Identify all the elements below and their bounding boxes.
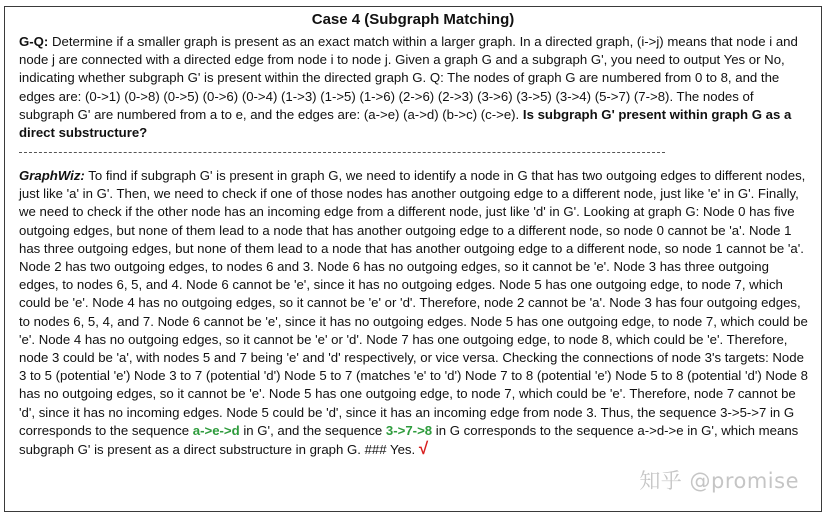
answer-text-1: To find if subgraph G' is present in graph G, we need to identify a node in G that has two outgoing edges to different nodes, just like 'a' in G'. Then, we need to check if one of those nodes has another outgoing edge to a different node, just like 'e' in G'. Finally, we need to check if the other node has an incoming edge from a different node, just like 'd' in G'. Looking at graph G: Node 0 has five outgoing edges, but none of them lead to a node that has another outgoing edge to a different node, so node 0 cannot be 'a'. Node 1 has three outgoing edges, but none of them lead to a node that has another outgoing edge to a different node, so node 1 cannot be 'a'. Node 2 has two outgoing edges, to nodes 6 and 3. Node 6 has no outgoing edges, so it cannot be 'e'. Node 3 has three outgoing edges, to nodes 6, 5, and 4. Node 6 cannot be 'e', since it has no outgoing edges. Node 5 has one outgoing edge, to node 7, which could be 'e'. Node 4 has no outgoing edges, so it cannot be 'e' or 'd'. Therefore, node 2 cannot be 'a'. Node 3 has four outgoing edges, to nodes 6, 5, 4, and 7. Node 6 cannot be 'e', since it has no outgoing edges. Node 5 has one outgoing edge, to node 7, which could be 'e'. Node 4 has no outgoing edges, so it cannot be 'e' or 'd'. Node 7 has one outgoing edge, to node 8, which could be 'e'. Therefore, node 3 could be 'a', with nodes 5 and 7 being 'e' and 'd' respectively, or vice versa. Checking the connections of node 3's targets: Node 3 to 5 (potential 'e') Node 3 to 7 (potential 'd') Node 5 to 7 (matches 'e' to 'd') Node 7 to 8 (potential 'e') Node 5 to 8 (potential 'd') Node 8 has no outgoing edges, so it cannot be 'e'. Node 5 has one outgoing edge, to node 7, which could be 'e'. Therefore, node 7 cannot be 'd', since it has no incoming edges. Node 5 could be 'd', since it has an incoming edge from node 3. Thus, the sequence 3->5->7 in G corresponds to the sequence	[19, 168, 808, 438]
answer-label: GraphWiz:	[19, 168, 85, 183]
sequence-highlight-2: 3->7->8	[385, 422, 433, 438]
separator-dashed	[19, 152, 665, 153]
watermark: 知乎 @promise	[639, 469, 799, 493]
check-mark-icon: √	[418, 439, 429, 459]
question-bold: Is subgraph G' present within graph G as a direct substructure?	[19, 106, 792, 141]
case-card	[4, 6, 822, 512]
question-label: G-Q:	[19, 34, 49, 49]
answer-text-2: in G', and the sequence	[243, 422, 383, 438]
question-text: Determine if a smaller graph is present as an exact match within a larger graph. In a directed graph, (i->j) means that node i and node j are connected with a directed edge from node i to node j. Given a graph G and a subgraph G', you need to output Yes or No, indicating whether subgraph G' is present within the directed graph G. Q: The nodes of graph G are numbered from 0 to 8, and the edges are: (0->1) (0->8) (0->5) (0->6) (0->4) (1->3) (1->5) (1->6) (2->6) (2->3) (3->6) (3->5) (3->4) (5->7) (7->8). The nodes of subgraph G' are numbered from a to e, and the edges are: (a->e) (a->d) (b->c) (c->e).	[19, 34, 798, 122]
sequence-highlight-1: a->e->d	[192, 422, 240, 438]
case-title: Case 4 (Subgraph Matching)	[311, 11, 515, 28]
answer-paragraph	[19, 167, 811, 459]
answer-text-3: in G corresponds to the sequence a->d->e in G', which means subgraph G' is present as a direct substructure in graph G. ### Yes.	[19, 422, 799, 458]
question-paragraph	[19, 33, 811, 142]
